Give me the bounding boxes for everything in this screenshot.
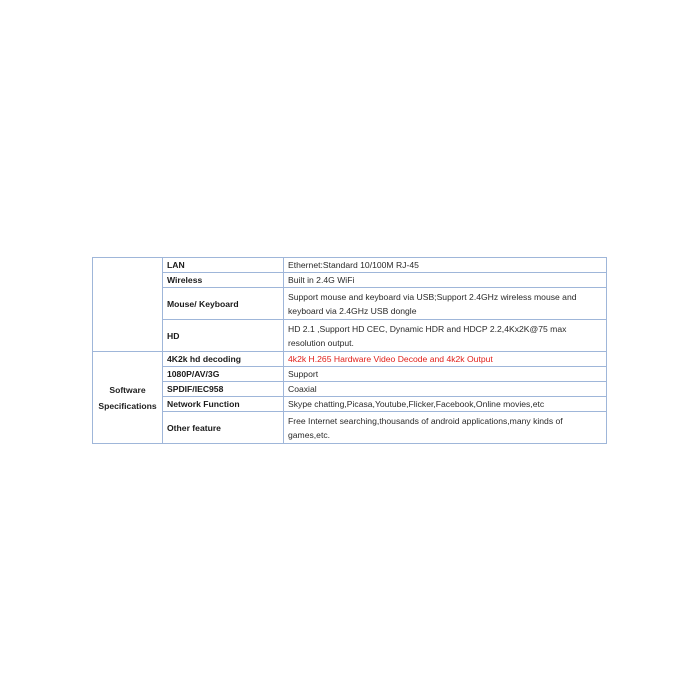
spec-name: Wireless bbox=[163, 273, 284, 288]
spec-value: HD 2.1 ,Support HD CEC, Dynamic HDR and HDCP 2.2,4Kx2K@75 max resolution output. bbox=[284, 320, 607, 352]
spec-name: SPDIF/IEC958 bbox=[163, 382, 284, 397]
table-row bbox=[93, 258, 607, 273]
spec-name: Other feature bbox=[163, 412, 284, 444]
spec-value: Skype chatting,Picasa,Youtube,Flicker,Facebook,Online movies,etc bbox=[284, 397, 607, 412]
spec-name: 4K2k hd decoding bbox=[163, 352, 284, 367]
spec-value: Ethernet:Standard 10/100M RJ-45 bbox=[284, 258, 607, 273]
spec-name: 1080P/AV/3G bbox=[163, 367, 284, 382]
spec-name: HD bbox=[163, 320, 284, 352]
spec-value: Free Internet searching,thousands of android applications,many kinds of games,etc. bbox=[284, 412, 607, 444]
spec-value-highlight: 4k2k H.265 Hardware Video Decode and 4k2k Output bbox=[284, 352, 607, 367]
hardware-category-cell bbox=[93, 258, 163, 352]
spec-value: Built in 2.4G WiFi bbox=[284, 273, 607, 288]
table-row bbox=[93, 397, 607, 412]
spec-value: Support mouse and keyboard via USB;Support 2.4GHz wireless mouse and keyboard via 2.4GHz USB dongle bbox=[284, 288, 607, 320]
table-row bbox=[93, 352, 607, 367]
spec-name: Network Function bbox=[163, 397, 284, 412]
table-row bbox=[93, 382, 607, 397]
table-row bbox=[93, 288, 607, 320]
software-category-label: Software Specifications bbox=[98, 384, 157, 411]
spec-value: Coaxial bbox=[284, 382, 607, 397]
table-row bbox=[93, 320, 607, 352]
table-row bbox=[93, 367, 607, 382]
spec-name: LAN bbox=[163, 258, 284, 273]
spec-value: Support bbox=[284, 367, 607, 382]
spec-table bbox=[92, 257, 607, 444]
table-row bbox=[93, 412, 607, 444]
table-row bbox=[93, 273, 607, 288]
spec-name: Mouse/ Keyboard bbox=[163, 288, 284, 320]
software-category-cell bbox=[93, 352, 163, 444]
